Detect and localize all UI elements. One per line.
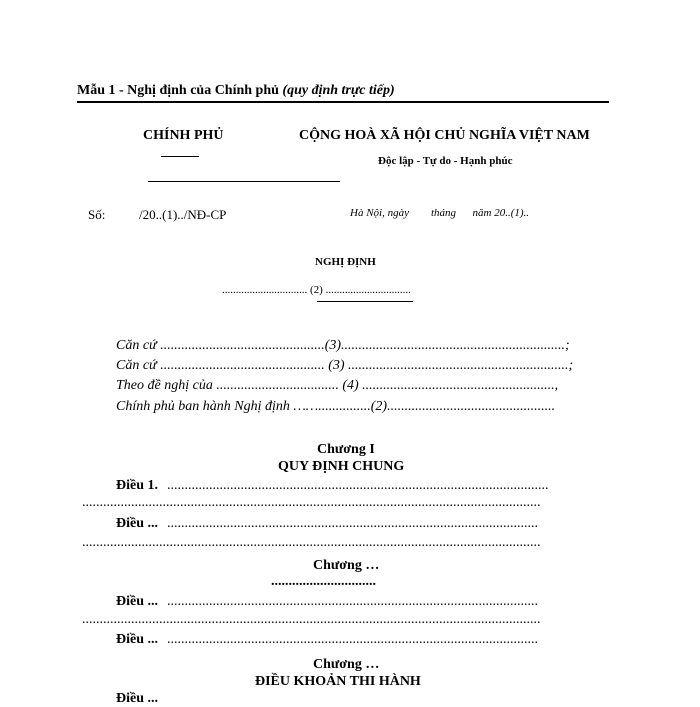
- article-2-continuation: ...................................................................................................................................: [82, 535, 541, 550]
- issuer-name: CHÍNH PHỦ: [143, 128, 224, 143]
- article-1-continuation: ...................................................................................................................................: [82, 495, 541, 510]
- preamble-line-3: Theo đề nghị của ................................... (4) .......................................................,: [116, 378, 559, 393]
- place-date: Hà Nội, ngày tháng năm 20..(1)..: [350, 207, 530, 219]
- doc-type-title: NGHỊ ĐỊNH: [315, 256, 376, 268]
- doc-subject: ............................... (2) ...............................: [222, 284, 411, 296]
- article-3-continuation: ...................................................................................................................................: [82, 612, 541, 627]
- chapter-2-title: ..............................: [271, 574, 376, 589]
- article-4-dots: ..........................................................................................................: [167, 632, 538, 647]
- chapter-1-label: Chương I: [317, 442, 375, 457]
- preamble-line-1: Căn cứ ...............................................(3)................................................................;: [116, 338, 570, 353]
- chapter-3-title: ĐIỀU KHOẢN THI HÀNH: [255, 674, 421, 689]
- title-underline: [317, 301, 413, 302]
- country-name: CỘNG HOÀ XÃ HỘI CHỦ NGHĨA VIỆT NAM: [299, 128, 590, 143]
- form-label-text: Mẫu 1 - Nghị định của Chính phủ: [77, 83, 279, 98]
- preamble-line-4: Chính phủ ban hành Nghị định ……...............(2)................................................: [116, 399, 556, 414]
- article-4-label: Điều ...: [116, 632, 158, 647]
- article-1-label: Điều 1.: [116, 478, 158, 493]
- article-3-dots: ..........................................................................................................: [167, 594, 538, 609]
- article-3-label: Điều ...: [116, 594, 158, 609]
- chapter-3-label: Chương …: [313, 657, 380, 672]
- form-label-note: (quy định trực tiếp): [282, 83, 395, 98]
- chapter-2-label: Chương …: [313, 558, 380, 573]
- left-separator-rule: [148, 181, 340, 182]
- number-value: /20..(1)../NĐ-CP: [139, 207, 227, 222]
- preamble-line-2: Căn cứ ............................................... (3) ...............................................................;: [116, 358, 574, 373]
- form-label: [77, 83, 395, 99]
- chapter-1-title: QUY ĐỊNH CHUNG: [278, 459, 405, 474]
- number-label: Số:: [88, 207, 106, 222]
- article-2-dots: ..........................................................................................................: [167, 516, 538, 531]
- issuer-name-underline: [161, 156, 199, 157]
- motto: Độc lập - Tự do - Hạnh phúc: [378, 155, 513, 167]
- article-5-label: Điều ...: [116, 691, 158, 706]
- header-rule: [77, 101, 609, 103]
- article-2-label: Điều ...: [116, 516, 158, 531]
- article-1-dots: .............................................................................................................: [167, 478, 549, 493]
